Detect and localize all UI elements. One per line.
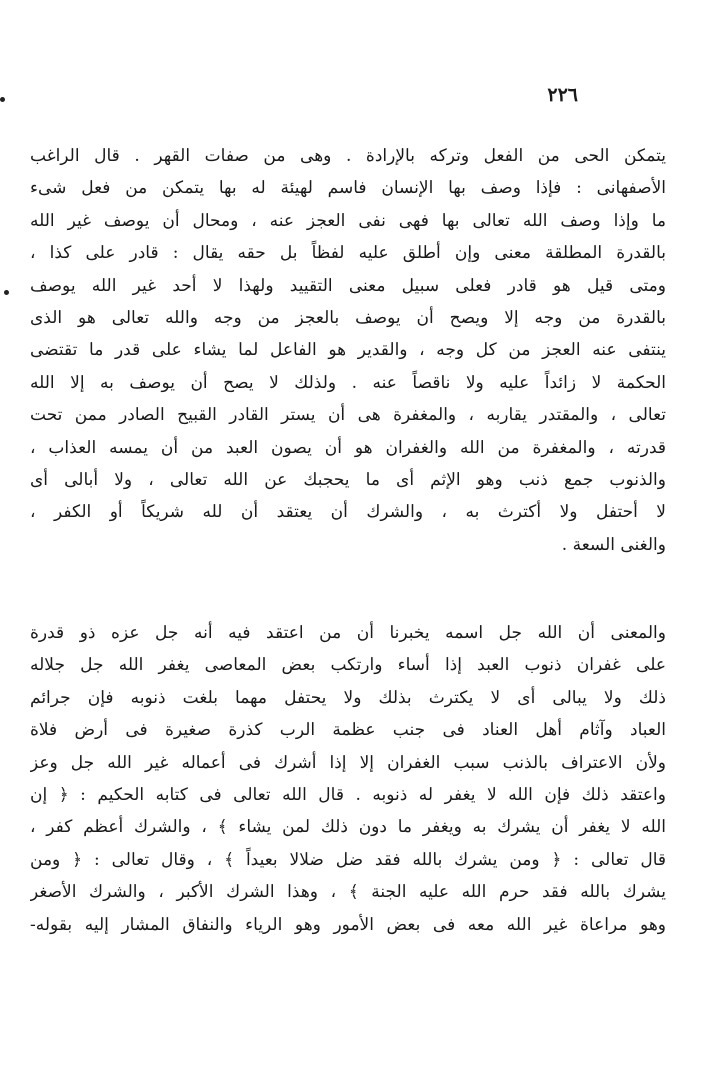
text-line: واعتقد ذلك فإن الله لا يغفر له ذنوبه . قال الله تعالى فى كتابه الحكيم : ﴿ إن: [30, 784, 666, 805]
text-line: وهو مراعاة غير الله معه فى بعض الأمور وهو الرياء والنفاق المشار إليه بقوله-: [30, 914, 666, 935]
text-line: بالقدرة المطلقة معنى وإن أطلق عليه لفظاً بل حقه يقال : قادر على كذا ،: [30, 243, 666, 264]
text-line: ما وإذا وصف الله تعالى بها فهى نفى العجز عنه ، ومحال أن يوصف غير الله: [30, 210, 666, 231]
text-line: الله لا يغفر أن يشرك به ويغفر ما دون ذلك لمن يشاء ﴾ ، والشرك أعظم كفر ،: [30, 817, 666, 838]
text-line: والمعنى أن الله جل اسمه يخبرنا أن من اعتقد فيه أنه جل عزه ذو قدرة: [30, 623, 666, 643]
text-line: العباد وآثام أهل العناد فى جنب عظمة الرب كذرة صغيرة فى أرض فلاة: [30, 720, 666, 741]
text-line: الحكمة لا زائداً عليه ولا ناقصاً عنه . ولذلك لا يصح أن يوصف به إلا الله: [30, 372, 666, 393]
text-line: على غفران ذنوب العبد إذا أساء وارتكب بعض المعاصى يغفر الله جل جلاله: [30, 655, 666, 676]
paragraph-definitions: [30, 140, 666, 561]
page-number: ٢٢٦: [547, 84, 578, 106]
text-line: والغنى السعة .: [561, 534, 666, 555]
text-line: الأصفهانى : فإذا وصف بها الإنسان فاسم لهيئة له بها يتمكن من فعل شىء: [30, 178, 666, 199]
margin-mark-middle: [4, 290, 9, 295]
text-line: ذلك ولا يبالى أى لا يكترث بذلك ولا يحتفل مهما بلغت ذنوبه فإن جرائم: [30, 687, 666, 708]
margin-mark-top: [0, 97, 5, 102]
text-line: يتمكن الحى من الفعل وتركه بالإرادة . وهى من صفات القهر . قال الراغب: [30, 146, 666, 166]
text-line: قال تعالى : ﴿ ومن يشرك بالله فقد ضل ضلالا بعيداً ﴾ ، وقال تعالى : ﴿ ومن: [30, 849, 666, 870]
text-line: يشرك بالله فقد حرم الله عليه الجنة ﴾ ، وهذا الشرك الأكبر ، والشرك الأصغر: [30, 882, 666, 903]
text-line: بالقدرة من وجه إلا ويصح أن يوصف بالعجز من وجه والله تعالى هو الذى: [30, 307, 666, 328]
text-line: قدرته ، والمغفرة من الله والغفران هو أن يصون العبد من أن يمسه العذاب ،: [30, 437, 666, 458]
text-line: لا أحتفل ولا أكترث به ، والشرك أن يعتقد أن لله شريكاً أو الكفر ،: [30, 502, 666, 523]
text-line: ولأن الاعتراف بالذنب سبب الغفران إلا إذا أشرك فى أعماله غير الله جل وعز: [30, 752, 666, 773]
paragraph-meaning: [30, 617, 666, 941]
text-line: تعالى ، والمقتدر يقاربه ، والمغفرة هى أن يستر القادر القبيح الصادر ممن تحت: [30, 405, 666, 426]
text-line: ومتى قيل هو قادر فعلى سبيل معنى التقييد ولهذا لا أحد غير الله يوصف: [30, 275, 666, 296]
text-line: والذنوب جمع ذنب وهو الإثم أى ما يحجبك عن الله تعالى ، ولا أبالى أى: [30, 469, 666, 490]
text-line: ينتفى عنه العجز من كل وجه ، والقدير هو الفاعل لما يشاء على قدر ما تقتضى: [30, 340, 666, 361]
